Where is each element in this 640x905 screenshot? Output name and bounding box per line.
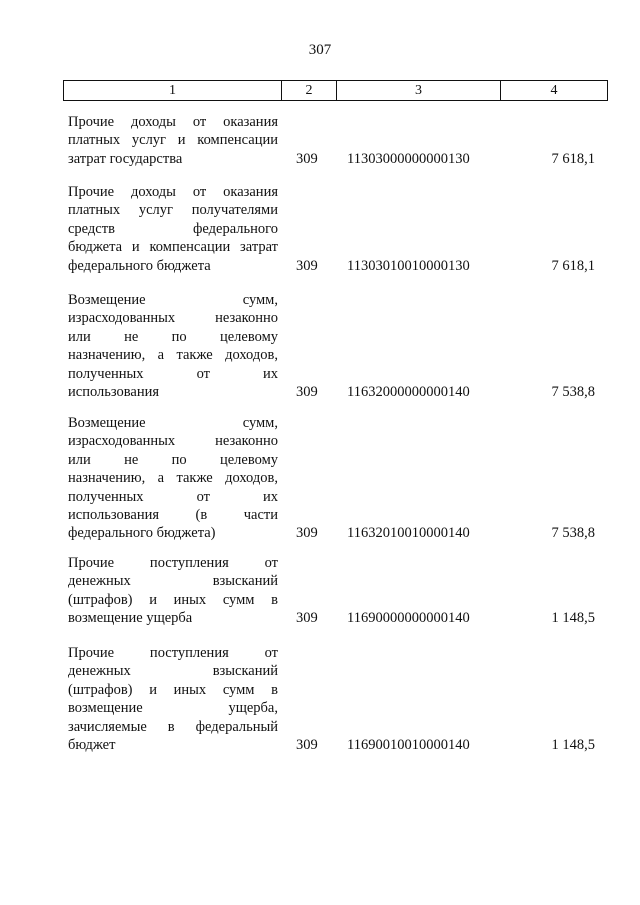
table-header — [63, 80, 608, 101]
description-line: возмещение ущерба, — [68, 700, 278, 717]
description-line: израсходованных незаконно — [68, 433, 278, 450]
chapter-code: 309 — [296, 257, 318, 274]
description-line: Возмещение сумм, — [68, 415, 278, 431]
description-line: зачисляемые в федеральный — [68, 718, 278, 735]
chapter-code: 309 — [296, 150, 318, 167]
chapter-code: 309 — [296, 610, 318, 627]
header-col-3: 3 — [337, 81, 501, 100]
description-line: или не по целевому — [68, 328, 278, 345]
description-line: использования — [68, 383, 160, 400]
chapter-code: 309 — [296, 737, 318, 753]
amount: 7 618,1 — [551, 257, 595, 274]
classification-code: 11632000000000140 — [347, 384, 470, 400]
description-line: назначению, а также доходов, — [68, 347, 278, 364]
row-description — [68, 113, 278, 168]
header-col-2: 2 — [282, 81, 337, 100]
header-col-1: 1 — [64, 81, 282, 100]
row-description — [68, 414, 278, 543]
classification-code: 11632010010000140 — [347, 525, 470, 542]
classification-code: 11690000000000140 — [347, 610, 470, 627]
description-line: использования (в части — [68, 506, 278, 523]
description-line: израсходованных незаконно — [68, 310, 278, 327]
description-line: денежных взысканий — [68, 663, 278, 680]
description-line: полученных от их — [68, 365, 278, 382]
description-line: (штрафов) и иных сумм в — [68, 681, 278, 698]
description-line: денежных взысканий — [68, 573, 278, 590]
page-number: 307 — [308, 42, 332, 58]
classification-code: 11303000000000130 — [347, 150, 470, 167]
description-line: возмещение ущерба — [68, 610, 193, 627]
chapter-code: 309 — [296, 384, 318, 400]
description-line: или не по целевому — [68, 451, 278, 468]
row-description — [68, 554, 278, 628]
row-description — [68, 291, 278, 401]
description-line: бюджет — [68, 736, 116, 753]
amount: 7 618,1 — [551, 150, 595, 167]
description-line: платных услуг получателями — [68, 202, 278, 219]
description-line: полученных от их — [68, 488, 278, 505]
classification-code: 11690010010000140 — [347, 737, 470, 753]
description-line: средств федерального — [68, 220, 278, 237]
description-line: федерального бюджета) — [68, 525, 216, 542]
amount: 1 148,5 — [551, 737, 595, 753]
description-line: бюджета и компенсации затрат — [68, 239, 278, 256]
description-line: Прочие поступления от — [68, 645, 278, 661]
description-line: Прочие доходы от оказания — [68, 184, 278, 200]
row-description — [68, 644, 278, 754]
description-line: федерального бюджета — [68, 257, 211, 274]
description-line: (штрафов) и иных сумм в — [68, 591, 278, 608]
description-line: Возмещение сумм, — [68, 292, 278, 308]
amount: 1 148,5 — [551, 610, 595, 627]
amount: 7 538,8 — [551, 525, 595, 542]
description-line: Прочие доходы от оказания — [68, 114, 278, 130]
description-line: затрат государства — [68, 150, 183, 167]
header-col-4: 4 — [550, 83, 558, 98]
description-line: платных услуг и компенсации — [68, 132, 278, 149]
chapter-code: 309 — [296, 525, 318, 542]
description-line: Прочие поступления от — [68, 555, 278, 571]
description-line: назначению, а также доходов, — [68, 470, 278, 487]
classification-code: 11303010010000130 — [347, 257, 470, 274]
amount: 7 538,8 — [551, 384, 595, 400]
row-description — [68, 183, 278, 275]
